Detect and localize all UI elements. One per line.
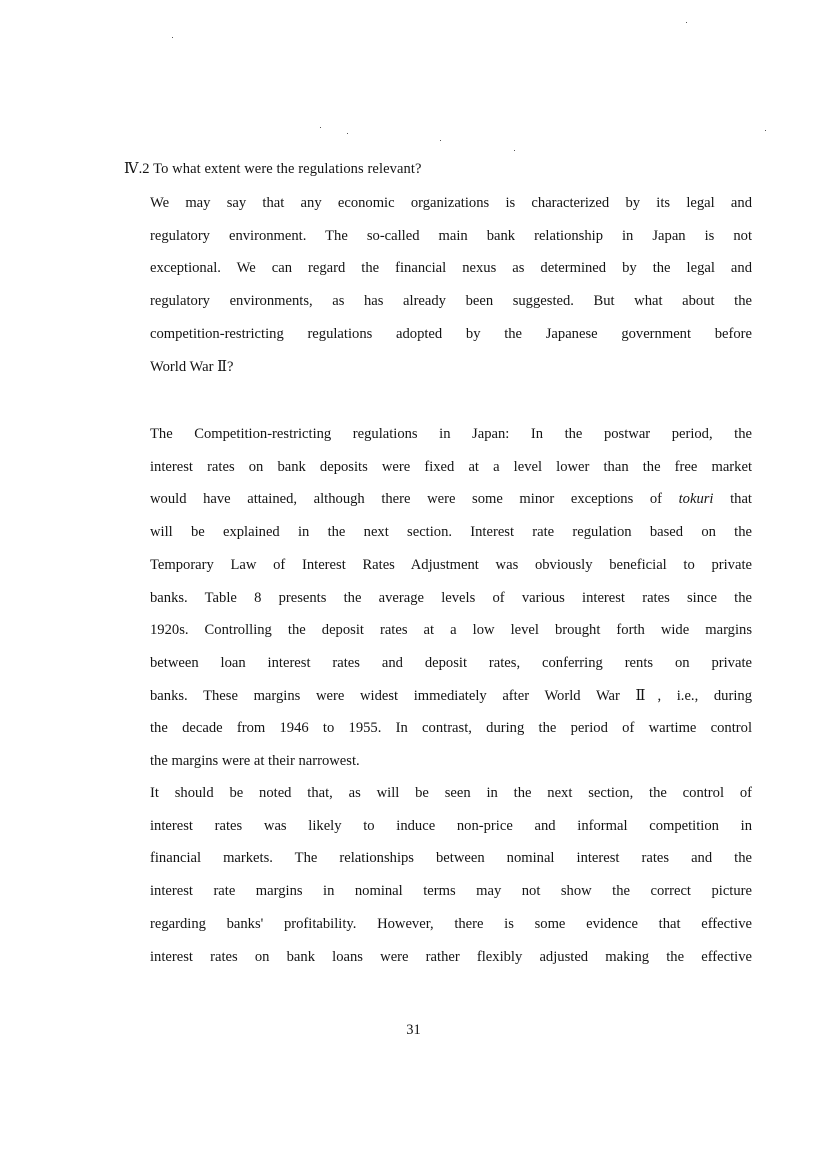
- text-line: will be explained in the next section. Interest rate regulation based on the: [150, 524, 752, 541]
- text-line: between loan interest rates and deposit rates, conferring rents on private: [150, 654, 752, 671]
- text-line: interest rates on bank deposits were fixed at a level lower than the free market: [150, 458, 752, 475]
- text-line: World War Ⅱ?: [150, 358, 234, 375]
- text-line: financial markets. The relationships between nominal interest rates and the: [150, 850, 752, 867]
- text-line: banks. Table 8 presents the average levels of various interest rates since the: [150, 589, 752, 606]
- scan-speck: [172, 37, 173, 38]
- scan-speck: [320, 127, 321, 128]
- text-line: would have attained, although there were some minor exceptions of tokuri that: [150, 491, 752, 508]
- text-line: interest rate margins in nominal terms may not show the correct picture: [150, 883, 752, 900]
- paragraph-1: [124, 187, 752, 383]
- scan-speck: [347, 133, 348, 134]
- text-line: Temporary Law of Interest Rates Adjustment was obviously beneficial to private: [150, 556, 752, 573]
- text-line: the decade from 1946 to 1955. In contrast, during the period of wartime control: [150, 720, 752, 737]
- text-line: interest rates on bank loans were rather flexibly adjusted making the effective: [150, 948, 752, 965]
- scan-speck: [440, 140, 441, 141]
- text-line: competition-restricting regulations adopted by the Japanese government before: [150, 325, 752, 342]
- text-line: 1920s. Controlling the deposit rates at a low level brought forth wide margins: [150, 622, 752, 639]
- text-line: regulatory environments, as has already been suggested. But what about the: [150, 293, 752, 310]
- paragraph-2: [124, 418, 752, 778]
- text-line: It should be noted that, as will be seen in the next section, the control of: [150, 785, 752, 801]
- text-line: We may say that any economic organizations is characterized by its legal and: [150, 195, 752, 211]
- scan-speck: [765, 130, 766, 131]
- text-line: regarding banks' profitability. However, there is some evidence that effective: [150, 915, 752, 932]
- text-line: regulatory environment. The so-called main bank relationship in Japan is not: [150, 227, 752, 244]
- section-heading: Ⅳ.2 To what extent were the regulations relevant?: [124, 161, 422, 177]
- page-number: 31: [406, 1022, 421, 1038]
- scan-speck: [686, 22, 687, 23]
- text-line: exceptional. We can regard the financial nexus as determined by the legal and: [150, 260, 752, 277]
- text-line: The Competition-restricting regulations in Japan: In the postwar period, the: [150, 426, 752, 442]
- text-line: interest rates was likely to induce non-price and informal competition in: [150, 817, 752, 834]
- text-line: the margins were at their narrowest.: [150, 753, 360, 770]
- scan-speck: [514, 150, 515, 151]
- text-line: banks. These margins were widest immediately after World War Ⅱ, i.e., during: [150, 687, 752, 704]
- italic-term: tokuri: [678, 491, 714, 508]
- paragraph-3: [124, 777, 752, 973]
